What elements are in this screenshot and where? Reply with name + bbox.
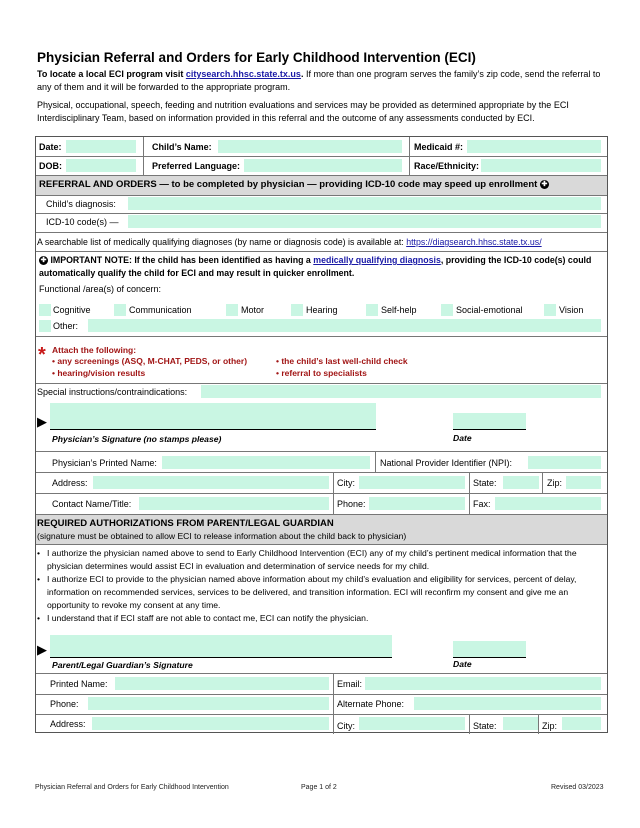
guardian-email-label: Email: [337, 679, 363, 689]
important-marker-icon: ✚ [40, 257, 47, 265]
bullet-icon: • [37, 613, 41, 623]
divider [538, 715, 539, 734]
other-field[interactable] [88, 319, 601, 332]
date-line [453, 429, 526, 430]
special-instructions-label: Special instructions/contraindications: [37, 387, 188, 397]
locate-program-text [37, 68, 607, 93]
authorization-section-subtitle: (signature must be obtained to allow ECI to release information about the child back to physician) [37, 531, 407, 541]
guardian-city-label: City: [337, 721, 355, 731]
divider [469, 715, 470, 734]
guardian-zip-label: Zip: [542, 721, 558, 731]
hearing-checkbox[interactable] [291, 304, 303, 316]
guardian-signature-field[interactable] [50, 635, 392, 657]
guardian-email-field[interactable] [365, 677, 601, 690]
searchable-list-prefix: A searchable list of medically qualifying diagnoses (by name or diagnosis code) is available at: [37, 237, 407, 247]
date-caption: Date [453, 433, 472, 443]
divider [375, 452, 376, 472]
date-field[interactable] [66, 140, 136, 153]
referral-section-title-text: REFERRAL AND ORDERS — to be completed by physician — providing ICD-10 code may speed up enrollment [39, 179, 538, 190]
sign-here-arrow-icon: ▶ [37, 642, 47, 657]
services-text: Physical, occupational, speech, feeding and nutrition evaluations and services may be provided as determined appropriate by the ECI Interdisciplinary Team, based on information provided in this referral and the outcome of any assessments conducted by ECI. [37, 100, 569, 123]
medically-qualifying-link[interactable]: medically qualifying diagnosis [313, 255, 441, 265]
hearing-label: Hearing [306, 305, 338, 315]
motor-label: Motor [241, 305, 265, 315]
guardian-state-field[interactable] [503, 717, 539, 730]
attach-item: • the child’s last well-child check [276, 356, 408, 366]
signature-line [50, 429, 376, 430]
important-note [39, 254, 599, 280]
race-ethnicity-label: Race/Ethnicity: [414, 161, 480, 171]
medicaid-field[interactable] [467, 140, 601, 153]
guardian-address-label: Address: [50, 719, 86, 729]
physician-city-label: City: [337, 478, 355, 488]
authorization-statement: I authorize the physician named above to send to Early Childhood Intervention (ECI) any of my child’s pertinent medical information that the physician determines would assist ECI in evaluation and determination of service needs for my child. [47, 548, 577, 571]
footer-form-name: Physician Referral and Orders for Early Childhood Intervention [35, 784, 229, 791]
divider [36, 451, 607, 452]
physician-address-label: Address: [52, 478, 88, 488]
attach-item: • any screenings (ASQ, M-CHAT, PEDS, or other) [52, 356, 248, 366]
divider [36, 383, 607, 384]
guardian-phone-label: Phone: [50, 699, 79, 709]
diagsearch-link[interactable]: https://diagsearch.hhsc.state.tx.us/ [406, 237, 542, 247]
divider [36, 544, 607, 545]
guardian-signature-caption: Parent/Legal Guardian’s Signature [52, 660, 193, 670]
divider [36, 493, 607, 494]
locate-dot: . [300, 69, 304, 79]
footer-revision: Revised 03/2023 [551, 784, 604, 791]
required-asterisk-icon: * [38, 344, 46, 366]
functional-area-label: Functional /area(s) of concern: [39, 284, 162, 294]
divider [333, 494, 334, 514]
contact-name-label: Contact Name/Title: [52, 499, 132, 509]
divider [36, 195, 607, 196]
divider [36, 694, 607, 695]
physician-printed-name-field[interactable] [162, 456, 370, 469]
guardian-address-field[interactable] [92, 717, 329, 730]
divider [36, 213, 607, 214]
motor-checkbox[interactable] [226, 304, 238, 316]
physician-state-field[interactable] [503, 476, 539, 489]
date-caption: Date [453, 659, 472, 669]
sign-here-arrow-icon: ▶ [37, 414, 47, 429]
other-label: Other: [53, 321, 79, 331]
divider [36, 472, 607, 473]
divider [333, 473, 334, 493]
important-note-rest: , providing the ICD-10 code(s) could automatically qualify the child for ECI and may result in quicker enrollment. [39, 255, 592, 278]
physician-sign-date-field[interactable] [453, 413, 526, 429]
attach-title: Attach the following: [52, 345, 137, 355]
dob-label: DOB: [39, 161, 62, 171]
vision-checkbox[interactable] [544, 304, 556, 316]
divider [36, 232, 607, 233]
physician-zip-label: Zip: [547, 478, 563, 488]
form-frame [35, 136, 608, 733]
physician-zip-field[interactable] [566, 476, 601, 489]
guardian-sign-date-field[interactable] [453, 641, 526, 657]
bullet-icon: • [37, 548, 41, 558]
signature-line [50, 657, 392, 658]
preferred-language-label: Preferred Language: [152, 161, 241, 171]
self-help-label: Self-help [381, 305, 417, 315]
divider [36, 156, 607, 157]
self-help-checkbox[interactable] [366, 304, 378, 316]
alternate-phone-field[interactable] [414, 697, 601, 710]
guardian-city-field[interactable] [359, 717, 465, 730]
fax-label: Fax: [473, 499, 491, 509]
cognitive-checkbox[interactable] [39, 304, 51, 316]
cognitive-label: Cognitive [53, 305, 91, 315]
icd-10-label: ICD-10 code(s) — [46, 217, 119, 227]
guardian-state-label: State: [473, 721, 497, 731]
physician-printed-name-label: Physician’s Printed Name: [52, 458, 157, 468]
npi-field[interactable] [528, 456, 601, 469]
divider [469, 473, 470, 493]
communication-label: Communication [129, 305, 192, 315]
diagnosis-field[interactable] [128, 197, 601, 210]
searchable-list-text [37, 236, 542, 249]
citysearch-link[interactable]: citysearch.hhsc.state.tx.us [185, 69, 301, 79]
divider [36, 673, 607, 674]
attach-item: • referral to specialists [276, 368, 367, 378]
guardian-printed-name-label: Printed Name: [50, 679, 108, 689]
date-line [453, 657, 526, 658]
physician-signature-caption: Physician’s Signature (no stamps please) [52, 434, 222, 444]
authorization-statement: I authorize ECI to provide to the physician named above information about my child’s evaluation and eligibility for services, percent of delay, information on recommended services, services to be delivered, and transition information. ECI will reconfirm my consent and give me an opportunity to revoke my consent at any time. [47, 574, 577, 610]
divider [36, 251, 607, 252]
diagnosis-label: Child’s diagnosis: [46, 199, 116, 209]
important-note-lead: IMPORTANT NOTE: If the child has been identified as having a [50, 255, 314, 265]
communication-checkbox[interactable] [114, 304, 126, 316]
npi-label: National Provider Identifier (NPI): [380, 458, 513, 468]
physician-phone-label: Phone: [337, 499, 366, 509]
form-title: Physician Referral and Orders for Early Childhood Intervention (ECI) [37, 50, 476, 65]
date-label: Date: [39, 142, 62, 152]
medicaid-label: Medicaid #: [414, 142, 464, 152]
divider [469, 494, 470, 514]
divider [36, 714, 607, 715]
physician-address-field[interactable] [93, 476, 329, 489]
guardian-printed-name-field[interactable] [115, 677, 329, 690]
alternate-phone-label: Alternate Phone: [337, 699, 405, 709]
physician-city-field[interactable] [359, 476, 465, 489]
childs-name-field[interactable] [218, 140, 402, 153]
authorization-statement: I understand that if ECI staff are not able to contact me, ECI can notify the physician. [47, 613, 369, 623]
referral-section-title [39, 179, 549, 190]
footer-page-number: Page 1 of 2 [301, 784, 337, 791]
physician-phone-field[interactable] [369, 497, 465, 510]
attach-item: • hearing/vision results [52, 368, 146, 378]
physician-state-label: State: [473, 478, 497, 488]
special-instructions-field[interactable] [201, 385, 601, 398]
bullet-icon: • [37, 574, 41, 584]
divider [333, 674, 334, 734]
dob-field[interactable] [66, 159, 136, 172]
fax-field[interactable] [495, 497, 601, 510]
social-emotional-checkbox[interactable] [441, 304, 453, 316]
contact-name-field[interactable] [139, 497, 329, 510]
guardian-phone-field[interactable] [88, 697, 329, 710]
race-ethnicity-field[interactable] [481, 159, 601, 172]
guardian-zip-field[interactable] [562, 717, 601, 730]
locate-prefix: To locate a local ECI program visit [37, 69, 186, 79]
important-marker-icon: ✚ [541, 180, 548, 188]
divider [36, 336, 607, 337]
icd-10-field[interactable] [128, 215, 601, 228]
preferred-language-field[interactable] [244, 159, 402, 172]
authorization-section-title: REQUIRED AUTHORIZATIONS FROM PARENT/LEGAL GUARDIAN [37, 518, 334, 529]
social-emotional-label: Social-emotional [456, 305, 523, 315]
locate-rest: If more than one program serves the family’s zip code, send the referral to any of them and it will be forwarded to the appropriate program. [37, 69, 601, 92]
childs-name-label: Child’s Name: [152, 142, 212, 152]
physician-signature-field[interactable] [50, 403, 376, 429]
other-checkbox[interactable] [39, 320, 51, 332]
vision-label: Vision [559, 305, 584, 315]
divider [542, 473, 543, 493]
